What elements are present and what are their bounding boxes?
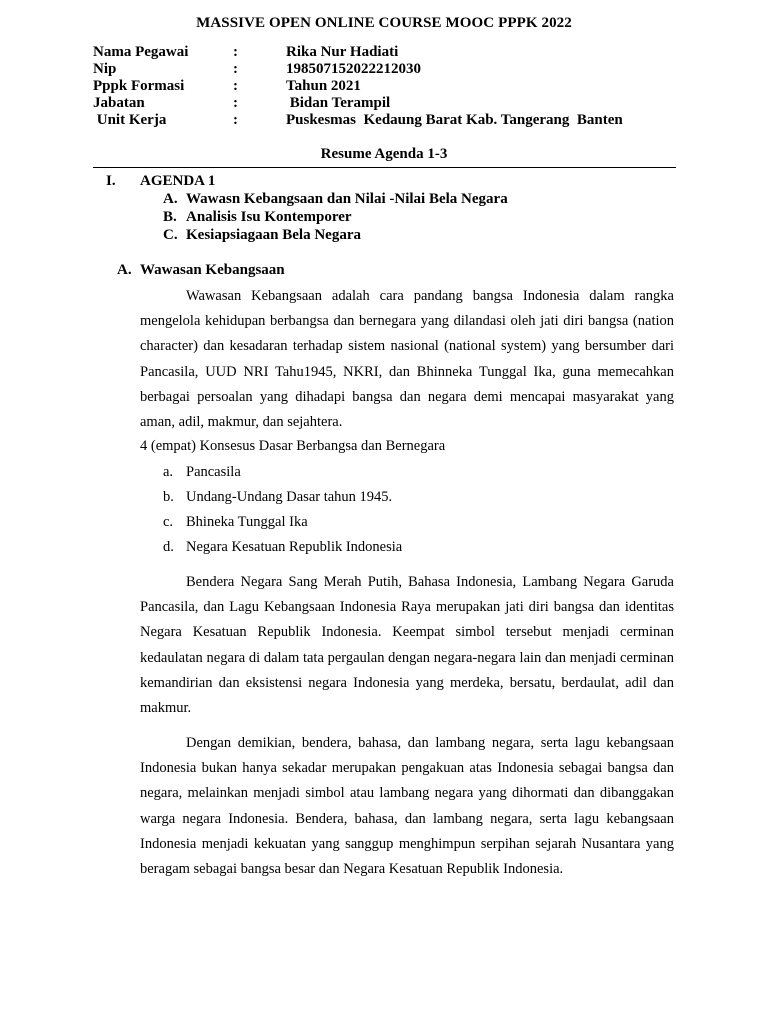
info-colon: : xyxy=(233,61,238,77)
agenda-item-letter: B. xyxy=(163,209,177,225)
info-value: Bidan Terampil xyxy=(286,95,391,111)
list-item-letter: c. xyxy=(163,514,174,530)
agenda-item-text: Wawasn Kebangsaan dan Nilai -Nilai Bela Negara xyxy=(186,191,508,207)
paragraph-simbol: Bendera Negara Sang Merah Putih, Bahasa Indonesia, Lambang Negara Garuda Pancasila, dan Lagu Kebangsaan Indonesia Raya merupakan jati diri bangsa dan identitas Negara Kesatuan Republik Indonesia. Keempat simbol tersebut menjadi cerminan kedaulatan negara di dalam tata pergaulan dengan negara-negara lain dan menjadi cerminan kemandirian dan eksistensi negara Indonesia yang merdeka, bersatu, berdaulat, adil dan makmur. xyxy=(140,574,674,717)
paragraph-penutup: Dengan demikian, bendera, bahasa, dan lambang negara, serta lagu kebangsaan Indonesia bukan hanya sekadar merupakan pengakuan atas Indonesia sebagai bangsa dan negara, melainkan menjadi simbol atau lambang negara yang dihormati dan dibanggakan warga negara Indonesia. Bendera, bahasa, dan lambang negara, serta lagu kebangsaan Indonesia menjadi kekuatan yang sanggup menghimpun serpihan sejarah Nusantara yang beragam sebagai bangsa besar dan Negara Kesatuan Republik Indonesia. xyxy=(140,735,674,878)
section-title: Wawasan Kebangsaan xyxy=(140,262,285,278)
info-colon: : xyxy=(233,44,238,60)
info-value: Tahun 2021 xyxy=(286,78,361,94)
list-item-text: Pancasila xyxy=(186,464,241,480)
list-item-text: Negara Kesatuan Republik Indonesia xyxy=(186,539,403,555)
list-item-letter: a. xyxy=(163,464,174,480)
info-value: Puskesmas Kedaung Barat Kab. Tangerang Banten xyxy=(286,112,623,128)
document-title: MASSIVE OPEN ONLINE COURSE MOOC PPPK 2022 xyxy=(196,15,572,31)
paragraph-wawasan: Wawasan Kebangsaan adalah cara pandang bangsa Indonesia dalam rangka mengelola kehidupan berbangsa dan bernegara yang dilandasi oleh jati diri bangsa (nation character) dan kesadaran terhadap sistem nasional (national system) yang bersumber dari Pancasila, UUD NRI Tahu1945, NKRI, dan Bhinneka Tunggal Ika, guna memecahkan berbagai persoalan yang dihadapi bangsa dan negara demi mencapai masyarakat yang aman, adil, makmur, dan sejahtera. xyxy=(140,288,674,431)
agenda-item-letter: A. xyxy=(163,191,178,207)
agenda-item-text: Kesiapsiagaan Bela Negara xyxy=(186,227,361,243)
info-colon: : xyxy=(233,112,238,128)
info-label: Nip xyxy=(93,61,117,77)
agenda-item-letter: C. xyxy=(163,227,178,243)
list-item-text: Bhineka Tunggal Ika xyxy=(186,514,308,530)
list-item-letter: b. xyxy=(163,489,174,505)
konsensus-heading: 4 (empat) Konsesus Dasar Berbangsa dan Bernegara xyxy=(140,438,446,454)
resume-title: Resume Agenda 1-3 xyxy=(320,146,448,162)
info-colon: : xyxy=(233,78,238,94)
info-value: Rika Nur Hadiati xyxy=(286,44,399,60)
info-label: Pppk Formasi xyxy=(93,78,185,94)
info-value: 198507152022212030 xyxy=(286,61,421,77)
info-label: Jabatan xyxy=(93,95,145,111)
agenda-title: AGENDA 1 xyxy=(140,173,216,189)
divider-line xyxy=(93,167,676,168)
section-letter: A. xyxy=(117,262,132,278)
agenda-number: I. xyxy=(106,173,116,189)
info-colon: : xyxy=(233,95,238,111)
info-label: Unit Kerja xyxy=(93,112,167,128)
info-label: Nama Pegawai xyxy=(93,44,189,60)
agenda-item-text: Analisis Isu Kontemporer xyxy=(186,209,352,225)
list-item-letter: d. xyxy=(163,539,174,555)
list-item-text: Undang-Undang Dasar tahun 1945. xyxy=(186,489,393,505)
